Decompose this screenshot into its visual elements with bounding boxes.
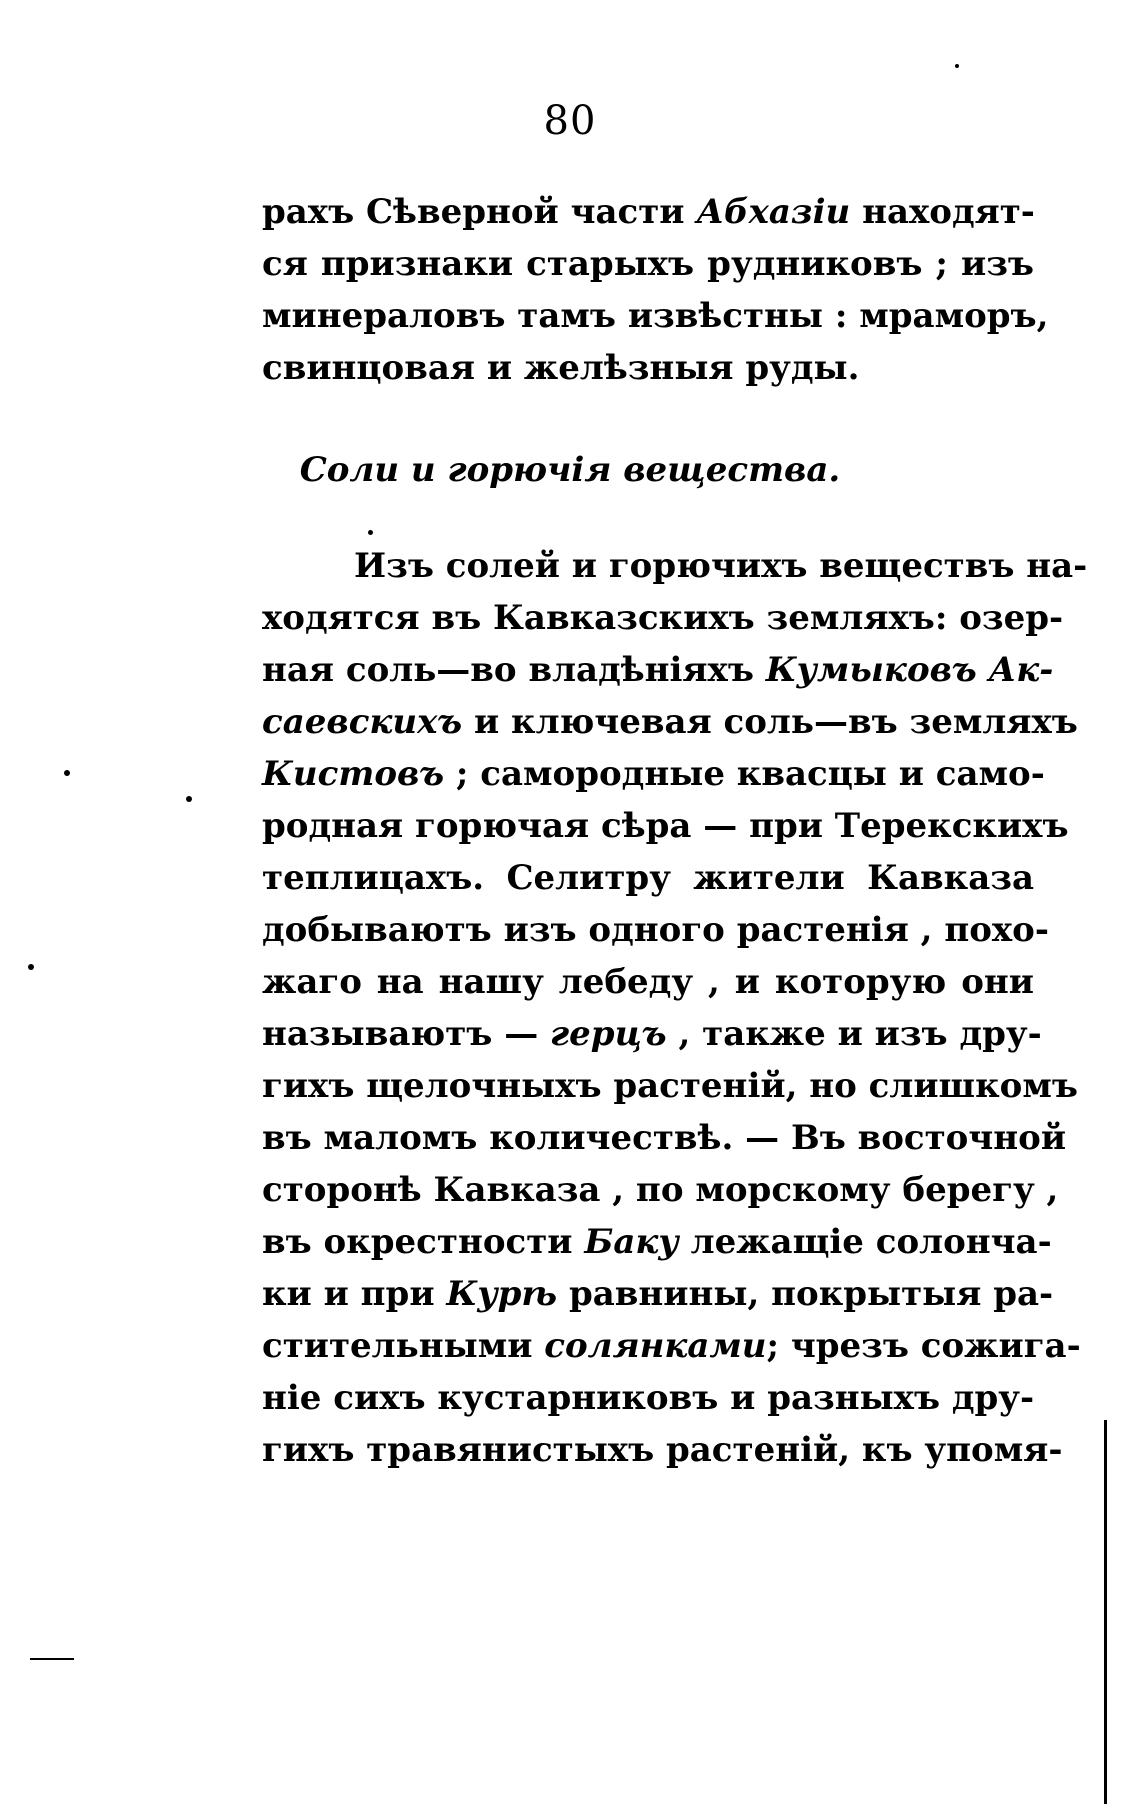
- people-name: Кумыковъ Ак-: [765, 650, 1054, 690]
- paragraph-abkhazia-minerals: [262, 186, 1049, 394]
- text-line: называютъ — герцъ , также и изъ дру-: [262, 1014, 1042, 1054]
- page-number: 80: [543, 98, 597, 144]
- text-line: саевскихъ и ключевая соль—въ земляхъ: [262, 702, 1078, 742]
- paragraph-salts-combustibles: [262, 540, 1088, 1476]
- text-line: минераловъ тамъ извѣстны : мраморъ,: [262, 296, 1049, 336]
- scan-speck: [368, 530, 373, 535]
- text-line: стительными солянками; чрезъ сожига-: [262, 1326, 1081, 1366]
- text-line: Кистовъ ; самородные квасцы и само-: [262, 754, 1045, 794]
- people-name: саевскихъ: [262, 702, 463, 742]
- text-line: ная соль—во владѣніяхъ Кумыковъ Ак-: [262, 650, 1054, 690]
- scan-speck: [955, 64, 959, 68]
- scan-mark: [30, 1658, 74, 1660]
- text-line: сторонѣ Кавказа , по морскому берегу ,: [262, 1170, 1059, 1210]
- text-line: въ маломъ количествѣ. — Въ восточной: [262, 1118, 1067, 1158]
- scan-speck: [28, 964, 34, 970]
- text-line: гихъ травянистыхъ растеній, къ упомя-: [262, 1430, 1063, 1470]
- place-name: Абхазіи: [696, 192, 851, 232]
- scan-speck: [186, 796, 192, 802]
- scan-edge-line: [1104, 1420, 1107, 1804]
- text-line: ся признаки старыхъ рудниковъ ; изъ: [262, 244, 1034, 284]
- text-line: въ окрестности Баку лежащіе солонча-: [262, 1222, 1052, 1262]
- text-line: гихъ щелочныхъ растеній, но слишкомъ: [262, 1066, 1078, 1106]
- text-line: добываютъ изъ одного растенія , похо-: [262, 910, 1049, 950]
- text-line: свинцовая и желѣзныя руды.: [262, 348, 860, 388]
- place-name: Курѣ: [446, 1274, 558, 1314]
- text-line: ходятся въ Кавказскихъ земляхъ: озер-: [262, 598, 1064, 638]
- plant-name: герцъ: [550, 1014, 667, 1054]
- text-line: ки и при Курѣ равнины, покрытыя ра-: [262, 1274, 1054, 1314]
- text-line: ніе сихъ кустарниковъ и разныхъ дру-: [262, 1378, 1035, 1418]
- scan-speck: [64, 770, 70, 776]
- section-heading: Соли и горючія вещества.: [299, 450, 841, 490]
- place-name: Баку: [584, 1222, 679, 1262]
- plant-name: солянками: [544, 1326, 767, 1366]
- text-line: Изъ солей и горючихъ веществъ на-: [354, 546, 1088, 586]
- text-line: родная горючая сѣра — при Терекскихъ: [262, 806, 1069, 846]
- text-line: рахъ Сѣверной части Абхазіи находят-: [262, 192, 1035, 232]
- text-line: теплицахъ. Селитру жители Кавказа: [262, 858, 1034, 898]
- people-name: Кистовъ: [262, 754, 445, 794]
- text-line: жаго на нашу лебеду , и которую они: [262, 962, 1034, 1002]
